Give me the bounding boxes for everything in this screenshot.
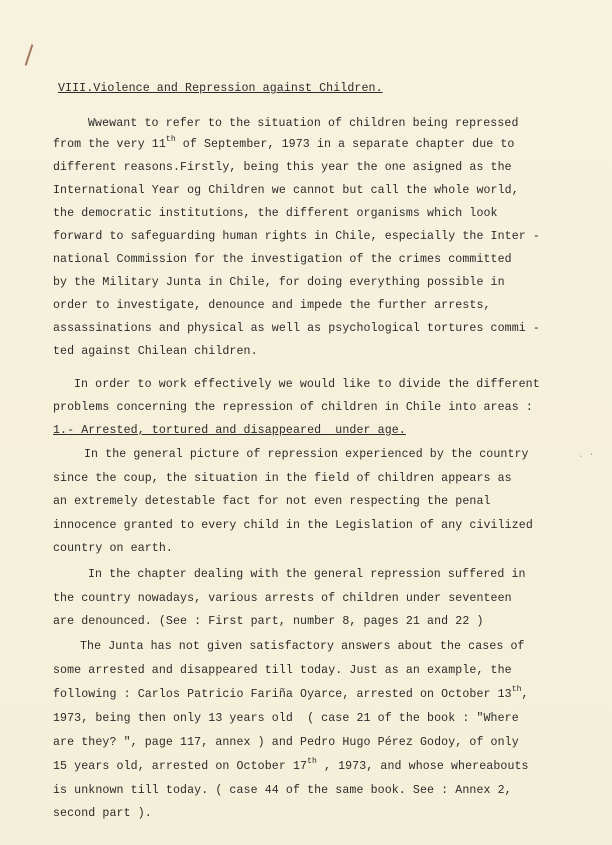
superscript: th — [307, 757, 317, 766]
text-line — [53, 135, 515, 152]
text-line: problems concerning the repression of children in Chile into areas : — [53, 401, 533, 414]
text-line: the country nowadays, various arrests of children under seventeen — [53, 592, 512, 605]
text-line: In the general picture of repression experienced by the country — [84, 448, 529, 461]
text-line: are they? ", page 117, annex ) and Pedro Hugo Pérez Godoy, of only — [53, 736, 519, 749]
text-line: The Junta has not given satisfactory answers about the cases of — [80, 640, 525, 653]
text-line: an extremely detestable fact for not even respecting the penal — [53, 495, 491, 508]
text-line: Wwewant to refer to the situation of children being repressed — [88, 117, 519, 130]
text-line: innocence granted to every child in the Legislation of any civilized — [53, 519, 533, 532]
text-line: is unknown till today. ( case 44 of the same book. See : Annex 2, — [53, 784, 512, 797]
text-line: forward to safeguarding human rights in Chile, especially the Inter - — [53, 230, 540, 243]
text-fragment: from the very 11 — [53, 138, 166, 151]
superscript: th — [165, 135, 176, 144]
text-line: 1973, being then only 13 years old ( case 21 of the book : "Where — [53, 712, 519, 725]
text-fragment: 15 years old, arrested on October 17 — [53, 760, 308, 773]
text-line: country on earth. — [53, 542, 173, 555]
text-line: order to investigate, denounce and impede the further arrests, — [53, 299, 491, 312]
text-line: by the Military Junta in Chile, for doing everything possible in — [53, 276, 505, 289]
text-line: In the chapter dealing with the general repression suffered in — [88, 568, 526, 581]
section-title: VIII.Violence and Repression against Children. — [58, 82, 383, 95]
superscript: th — [511, 685, 522, 694]
text-line: some arrested and disappeared till today. Just as an example, the — [53, 664, 512, 677]
text-line: assassinations and physical as well as psychological tortures commi - — [53, 322, 540, 335]
text-fragment: of September, 1973 in a separate chapter due to — [182, 138, 515, 151]
text-line: International Year og Children we cannot but call the whole world, — [53, 184, 519, 197]
text-line: second part ). — [53, 807, 152, 820]
text-line: In order to work effectively we would like to divide the different — [74, 378, 540, 391]
stray-mark: . · — [578, 450, 595, 460]
text-line: national Commission for the investigation of the crimes committed — [53, 253, 512, 266]
text-line: ted against Chilean children. — [53, 345, 258, 358]
subsection-heading: 1.- Arrested, tortured and disappeared under age. — [53, 424, 406, 437]
text-line: the democratic institutions, the different organisms which look — [53, 207, 498, 220]
text-line: are denounced. (See : First part, number 8, pages 21 and 22 ) — [53, 615, 484, 628]
text-line: since the coup, the situation in the field of children appears as — [53, 472, 512, 485]
text-fragment: , 1973, and whose whereabouts — [316, 760, 529, 773]
pen-mark — [25, 44, 34, 66]
text-line — [53, 757, 529, 774]
punctuation: , — [521, 688, 529, 701]
text-fragment: following : Carlos Patricio Fariña Oyarce, arrested on October 13 — [53, 688, 512, 701]
text-line: different reasons.Firstly, being this year the one asigned as the — [53, 161, 512, 174]
text-line — [53, 685, 529, 702]
